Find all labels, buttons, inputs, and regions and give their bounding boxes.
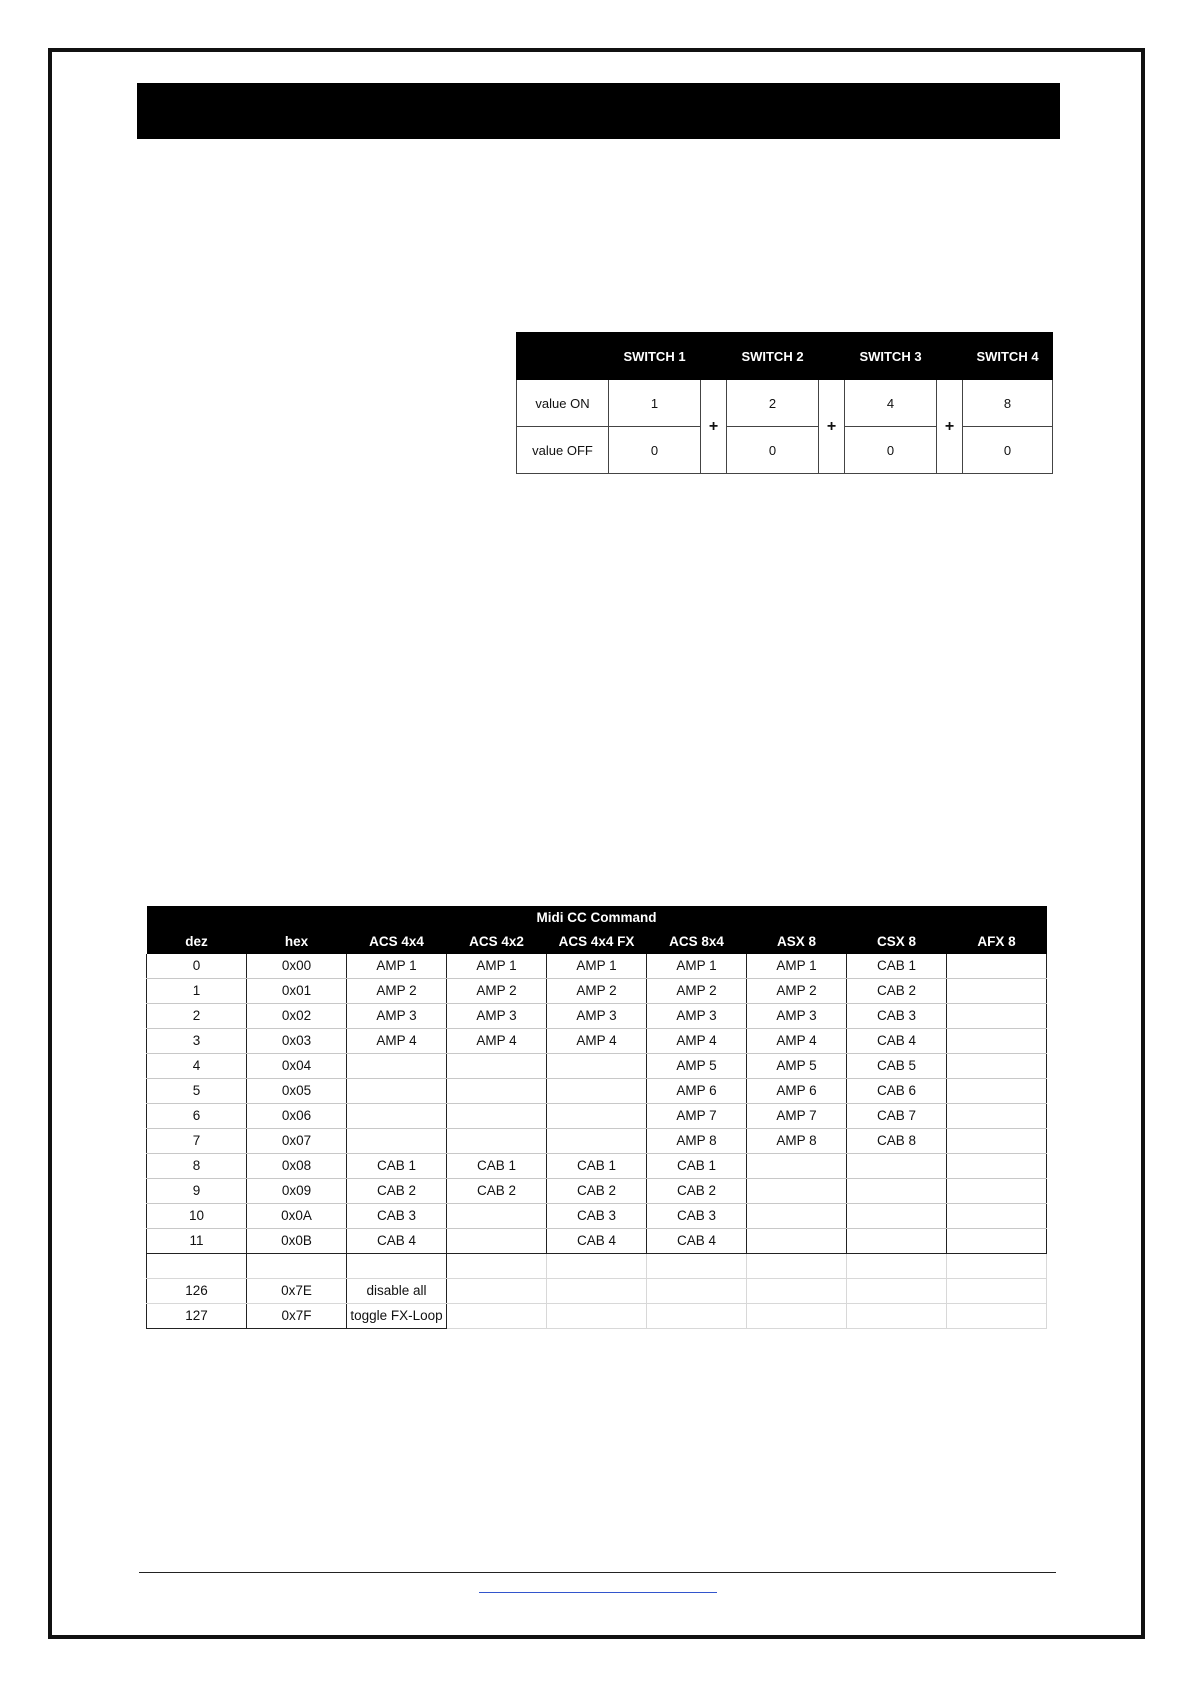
switch-4-header: SWITCH 4 xyxy=(963,333,1053,380)
table-cell: 3 xyxy=(147,1029,247,1054)
table-cell xyxy=(447,1254,547,1279)
table-row xyxy=(147,1004,1047,1029)
midi-column-header-row xyxy=(147,930,1047,954)
table-cell xyxy=(747,1279,847,1304)
table-cell xyxy=(647,1279,747,1304)
table-cell: 11 xyxy=(147,1229,247,1254)
table-cell: AMP 3 xyxy=(747,1004,847,1029)
table-cell: 7 xyxy=(147,1129,247,1154)
table-cell: AMP 2 xyxy=(447,979,547,1004)
table-cell: 8 xyxy=(147,1154,247,1179)
table-cell: CAB 2 xyxy=(647,1179,747,1204)
table-cell: 0x06 xyxy=(247,1104,347,1129)
table-cell: 0x00 xyxy=(247,954,347,979)
table-cell xyxy=(947,1204,1047,1229)
table-cell: AMP 4 xyxy=(347,1029,447,1054)
table-cell: AMP 1 xyxy=(547,954,647,979)
value-off-label: value OFF xyxy=(517,427,609,474)
table-cell xyxy=(447,1079,547,1104)
table-cell xyxy=(947,1254,1047,1279)
table-cell: 1 xyxy=(147,979,247,1004)
table-cell: 2 xyxy=(147,1004,247,1029)
table-cell: AMP 1 xyxy=(747,954,847,979)
table-cell: 6 xyxy=(147,1104,247,1129)
table-cell xyxy=(547,1254,647,1279)
table-cell: CAB 2 xyxy=(347,1179,447,1204)
column-header: hex xyxy=(247,930,347,954)
table-cell: AMP 7 xyxy=(747,1104,847,1129)
table-cell xyxy=(947,1279,1047,1304)
plus-sign: + xyxy=(701,380,727,474)
table-cell xyxy=(947,1129,1047,1154)
table-cell: AMP 4 xyxy=(647,1029,747,1054)
column-header: ACS 4x4 FX xyxy=(547,930,647,954)
table-cell xyxy=(747,1179,847,1204)
column-header: AFX 8 xyxy=(947,930,1047,954)
table-cell: CAB 1 xyxy=(347,1154,447,1179)
table-cell xyxy=(747,1154,847,1179)
table-row xyxy=(147,1179,1047,1204)
plus-sign: + xyxy=(819,380,845,474)
table-cell xyxy=(847,1154,947,1179)
table-cell: AMP 3 xyxy=(647,1004,747,1029)
table-cell: 0x7E xyxy=(247,1279,347,1304)
table-cell: 0x07 xyxy=(247,1129,347,1154)
table-cell xyxy=(447,1129,547,1154)
table-cell: CAB 8 xyxy=(847,1129,947,1154)
table-cell: AMP 2 xyxy=(647,979,747,1004)
table-cell xyxy=(847,1229,947,1254)
table-cell: CAB 7 xyxy=(847,1104,947,1129)
table-cell xyxy=(947,979,1047,1004)
switch-3-on-value: 4 xyxy=(845,380,937,427)
table-cell xyxy=(947,1079,1047,1104)
value-off-row xyxy=(517,427,1053,474)
table-cell: AMP 3 xyxy=(547,1004,647,1029)
switch-header-blank xyxy=(819,333,845,380)
page-frame xyxy=(48,48,1145,1639)
switch-header-blank xyxy=(937,333,963,380)
table-cell: AMP 2 xyxy=(547,979,647,1004)
table-cell: AMP 5 xyxy=(747,1054,847,1079)
switch-1-off-value: 0 xyxy=(609,427,701,474)
table-cell xyxy=(447,1229,547,1254)
table-cell xyxy=(847,1304,947,1329)
switch-header-blank xyxy=(517,333,609,380)
column-header: dez xyxy=(147,930,247,954)
table-cell: AMP 2 xyxy=(347,979,447,1004)
table-cell xyxy=(547,1304,647,1329)
table-row xyxy=(147,1104,1047,1129)
table-cell xyxy=(947,1154,1047,1179)
table-cell: AMP 8 xyxy=(647,1129,747,1154)
table-cell xyxy=(947,1104,1047,1129)
table-cell xyxy=(847,1179,947,1204)
table-cell xyxy=(547,1079,647,1104)
table-cell xyxy=(447,1304,547,1329)
table-cell xyxy=(347,1054,447,1079)
table-cell xyxy=(747,1204,847,1229)
table-cell: 0 xyxy=(147,954,247,979)
table-row xyxy=(147,1029,1047,1054)
table-cell: CAB 2 xyxy=(547,1179,647,1204)
table-cell xyxy=(747,1304,847,1329)
table-cell: 0x7F xyxy=(247,1304,347,1329)
table-cell xyxy=(347,1079,447,1104)
midi-cc-table xyxy=(146,906,1047,1329)
table-cell xyxy=(547,1054,647,1079)
switch-2-off-value: 0 xyxy=(727,427,819,474)
table-cell: AMP 5 xyxy=(647,1054,747,1079)
table-row xyxy=(147,979,1047,1004)
table-cell xyxy=(447,1204,547,1229)
table-cell: CAB 1 xyxy=(447,1154,547,1179)
column-header: ACS 8x4 xyxy=(647,930,747,954)
switch-1-on-value: 1 xyxy=(609,380,701,427)
table-cell: AMP 1 xyxy=(447,954,547,979)
switch-4-on-value: 8 xyxy=(963,380,1053,427)
table-cell: 10 xyxy=(147,1204,247,1229)
table-cell: 0x04 xyxy=(247,1054,347,1079)
switch-header-row xyxy=(517,333,1053,380)
footer-rule xyxy=(139,1572,1056,1573)
midi-table-title: Midi CC Command xyxy=(147,906,1047,930)
table-cell: AMP 8 xyxy=(747,1129,847,1154)
table-cell: CAB 4 xyxy=(547,1229,647,1254)
table-cell: CAB 5 xyxy=(847,1054,947,1079)
table-cell: AMP 2 xyxy=(747,979,847,1004)
table-cell: CAB 4 xyxy=(347,1229,447,1254)
table-cell: CAB 1 xyxy=(647,1154,747,1179)
switch-2-header: SWITCH 2 xyxy=(727,333,819,380)
column-header: ACS 4x4 xyxy=(347,930,447,954)
table-cell: 126 xyxy=(147,1279,247,1304)
table-row xyxy=(147,1154,1047,1179)
midi-table-body xyxy=(147,954,1047,1254)
switch-4-off-value: 0 xyxy=(963,427,1053,474)
table-cell: AMP 6 xyxy=(647,1079,747,1104)
table-cell xyxy=(547,1279,647,1304)
table-row xyxy=(147,1279,1047,1304)
table-cell: AMP 7 xyxy=(647,1104,747,1129)
column-header: ACS 4x2 xyxy=(447,930,547,954)
table-cell: AMP 3 xyxy=(347,1004,447,1029)
table-cell: CAB 3 xyxy=(547,1204,647,1229)
value-on-label: value ON xyxy=(517,380,609,427)
table-cell: CAB 1 xyxy=(847,954,947,979)
switch-header-blank xyxy=(701,333,727,380)
table-cell: AMP 4 xyxy=(447,1029,547,1054)
column-header: ASX 8 xyxy=(747,930,847,954)
switch-3-off-value: 0 xyxy=(845,427,937,474)
switch-1-header: SWITCH 1 xyxy=(609,333,701,380)
table-cell: CAB 2 xyxy=(447,1179,547,1204)
table-cell xyxy=(947,1179,1047,1204)
table-row xyxy=(147,954,1047,979)
value-on-row xyxy=(517,380,1053,427)
table-cell: AMP 1 xyxy=(647,954,747,979)
table-cell xyxy=(447,1104,547,1129)
table-cell: AMP 1 xyxy=(347,954,447,979)
table-row xyxy=(147,1229,1047,1254)
table-cell xyxy=(447,1279,547,1304)
table-cell xyxy=(747,1229,847,1254)
table-cell xyxy=(847,1254,947,1279)
table-cell: CAB 3 xyxy=(647,1204,747,1229)
header-bar xyxy=(137,83,1060,139)
footer-link-underline xyxy=(479,1592,717,1593)
plus-sign: + xyxy=(937,380,963,474)
table-cell xyxy=(947,954,1047,979)
table-row xyxy=(147,1129,1047,1154)
table-cell: CAB 4 xyxy=(647,1229,747,1254)
table-cell: 0x03 xyxy=(247,1029,347,1054)
table-cell: toggle FX-Loop xyxy=(347,1304,447,1329)
table-cell xyxy=(847,1204,947,1229)
table-cell xyxy=(547,1104,647,1129)
table-cell: CAB 4 xyxy=(847,1029,947,1054)
table-cell: CAB 1 xyxy=(547,1154,647,1179)
table-cell: 127 xyxy=(147,1304,247,1329)
table-cell: AMP 4 xyxy=(747,1029,847,1054)
table-row xyxy=(147,1304,1047,1329)
table-cell xyxy=(947,1029,1047,1054)
table-cell: disable all xyxy=(347,1279,447,1304)
table-cell xyxy=(347,1129,447,1154)
table-cell xyxy=(847,1279,947,1304)
table-cell: 0x08 xyxy=(247,1154,347,1179)
table-cell xyxy=(947,1304,1047,1329)
table-cell: 9 xyxy=(147,1179,247,1204)
table-cell: CAB 3 xyxy=(347,1204,447,1229)
table-cell: AMP 3 xyxy=(447,1004,547,1029)
table-cell xyxy=(747,1254,847,1279)
table-cell xyxy=(947,1004,1047,1029)
table-row xyxy=(147,1204,1047,1229)
table-cell: 0x02 xyxy=(247,1004,347,1029)
table-cell: CAB 3 xyxy=(847,1004,947,1029)
table-cell xyxy=(347,1254,447,1279)
table-row xyxy=(147,1079,1047,1104)
table-cell xyxy=(247,1254,347,1279)
table-cell xyxy=(947,1054,1047,1079)
table-cell: 0x0A xyxy=(247,1204,347,1229)
table-cell xyxy=(947,1229,1047,1254)
table-cell xyxy=(647,1254,747,1279)
table-cell: 0x09 xyxy=(247,1179,347,1204)
column-header: CSX 8 xyxy=(847,930,947,954)
table-cell: AMP 4 xyxy=(547,1029,647,1054)
midi-table-extra-body xyxy=(147,1254,1047,1329)
table-cell: 0x01 xyxy=(247,979,347,1004)
table-cell: 4 xyxy=(147,1054,247,1079)
table-cell xyxy=(347,1104,447,1129)
midi-title-row xyxy=(147,906,1047,930)
table-row xyxy=(147,1254,1047,1279)
table-cell: 5 xyxy=(147,1079,247,1104)
table-cell: 0x05 xyxy=(247,1079,347,1104)
table-cell xyxy=(547,1129,647,1154)
table-cell: 0x0B xyxy=(247,1229,347,1254)
switch-2-on-value: 2 xyxy=(727,380,819,427)
table-cell: CAB 6 xyxy=(847,1079,947,1104)
switch-value-table xyxy=(516,332,1053,474)
table-cell: CAB 2 xyxy=(847,979,947,1004)
table-cell: AMP 6 xyxy=(747,1079,847,1104)
table-cell xyxy=(147,1254,247,1279)
table-row xyxy=(147,1054,1047,1079)
table-cell xyxy=(447,1054,547,1079)
table-cell xyxy=(647,1304,747,1329)
switch-3-header: SWITCH 3 xyxy=(845,333,937,380)
